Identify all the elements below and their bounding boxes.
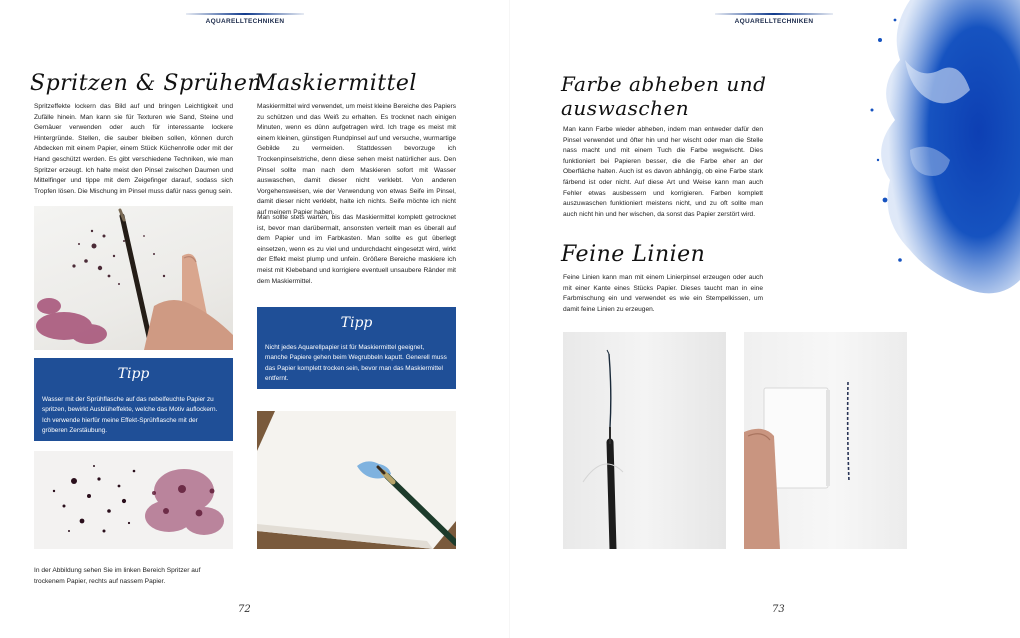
splatter-comparison-illustration	[34, 451, 233, 549]
heading-maskiermittel: Maskiermittel	[254, 71, 417, 96]
photo-masking-fluid	[257, 411, 456, 549]
heading-farbe-abheben-line1: Farbe abheben und	[561, 72, 767, 96]
heading-farbe-abheben-line2: auswaschen	[561, 96, 690, 120]
page-number-left: 72	[238, 604, 251, 615]
running-head-right	[715, 13, 833, 27]
running-head-rule	[186, 13, 304, 15]
masking-fluid-illustration	[257, 411, 456, 549]
paragraph-maskiermittel-1: Maskiermittel wird verwendet, um meist kleine Bereiche des Papiers zu schützen und das Weiß zu erhalten. Es trocknet nach einigen Minuten, wenn es dünn aufgetragen wird. Ich trage es meist mit einem kleinen, günstigen Rundpinsel auf und versuche, wurmartige Gebilde zu vermeiden. Stattdessen bevorzuge ich Trockenpinselstriche, denn diese sehen meist natürlicher aus. Den Pinsel sollte man nach dem Maskieren sofort mit Wasser auswaschen, damit dieser nicht verklebt. Von anderen Vorgehensweisen, wie der Verwendung von etwas Seife im Pinsel, damit dieser nicht verklebt, halte ich nichts. Seife möchte ich nicht auf meinem Papier haben.	[257, 103, 456, 216]
heading-spritzen: Spritzen & Sprühen	[30, 71, 263, 96]
splash-illustration	[850, 0, 1020, 300]
running-head-label: AQUARELLTECHNIKEN	[205, 18, 285, 25]
photo-splatter-comparison	[34, 451, 233, 549]
photo-liner-brush	[563, 332, 726, 549]
paragraph-maskiermittel-2: Man sollte stets warten, bis das Maskiermittel komplett getrocknet ist, bevor man darübermalt, ansonsten verteilt man es überall auf dem Papier und im Farbkasten. Man sollte es gut überlegt einsetzen, wenn es zu viel und undurchdacht eingesetzt wird, wirkt der Effekt meist plump und unfein. Größere Bereiche maskiere ich meist mit Klebeband und korrigiere eventuell unsaubere Ränder mit dem Maskiermittel.	[257, 214, 456, 285]
paper-edge-illustration	[744, 332, 907, 549]
liner-brush-illustration	[563, 332, 726, 549]
photo-splatter-brush	[34, 206, 233, 350]
paragraph-feine-linien: Feine Linien kann man mit einem Linierpinsel erzeugen oder auch mit einer Kante eines Stücks Papier. Dieses taucht man in eine Farbmischung ein und verwendet es wie ein Stempelkissen, um damit feine Linien zu erzeugen.	[563, 274, 763, 313]
heading-feine-linien: Feine Linien	[561, 242, 706, 267]
paragraph-farbe-abheben: Man kann Farbe wieder abheben, indem man entweder dafür den Pinsel verwendet und öfter hin und her wischt oder man die Stelle nass macht und mit einem Tuch die Farbe wegwischt. Dies funktioniert bei Papieren besser, die die Farbe eher an der Oberfläche halten. Auch ist es davon abhängig, ob eine Farbe stark färbend ist oder nicht. Auf diese Art und Weise kann man auch Fehler etwas ausbessern und korrigieren. Farben komplett auszuwaschen funktioniert meistens nicht, und zu oft sollte man auch nicht hin und her wischen, da sonst das Papier zerstört wird.	[563, 126, 763, 218]
tipp-title: Tipp	[340, 315, 373, 331]
tipp-title: Tipp	[117, 366, 150, 382]
photo-paper-edge-line	[744, 332, 907, 549]
splatter-brush-illustration	[34, 206, 233, 350]
caption-splatter: In der Abbildung sehen Sie im linken Bereich Spritzer auf trockenem Papier, rechts auf nassem Papier.	[34, 567, 201, 585]
paragraph-spritzen: Spritzeffekte lockern das Bild auf und bringen Leichtigkeit und Zufälle hinein. Man kann sie für Texturen wie Sand, Steine und Gemäuer verwenden oder auch für interessante lockere Hintergründe. Stellen, die sauber bleiben sollen, können durch Abdecken mit einem Papier, einem Stück Küchenrolle oder mit der Hand geschützt werden. Es gibt verschiedene Techniken, wie man Spritzer erzeugt. Ich halte meist den Pinsel zwischen Daumen und Mittelfinger und tippe mit dem Zeigefinger darauf, sodass sich Tropfen lösen. Die Mischung im Pinsel muss dafür nass genug sein.	[34, 103, 233, 195]
watercolor-splash-icon	[850, 0, 1020, 300]
page-number-right: 73	[772, 604, 785, 615]
running-head-left	[186, 13, 304, 27]
right-page	[510, 0, 1020, 638]
tipp-text-maskiermittel: Nicht jedes Aquarellpapier ist für Maskiermittel geeignet, manche Papiere gehen beim Wegrubbeln kaputt. Generell muss das Papier komplett trocken sein, bevor man das Maskiermittel entfernt.	[265, 344, 447, 383]
tipp-text-spritzen: Wasser mit der Sprühflasche auf das nebelfeuchte Papier zu spritzen, bewirkt Ausblüheffekte, welche das Motiv auflockern. Ich verwende hierfür meine Effekt-Sprühflasche mit der gröberen Zerstäubung.	[42, 396, 218, 435]
tipp-box-maskiermittel	[257, 307, 456, 389]
tipp-box-spritzen	[34, 358, 233, 441]
running-head-label: AQUARELLTECHNIKEN	[734, 18, 814, 25]
running-head-rule	[715, 13, 833, 15]
